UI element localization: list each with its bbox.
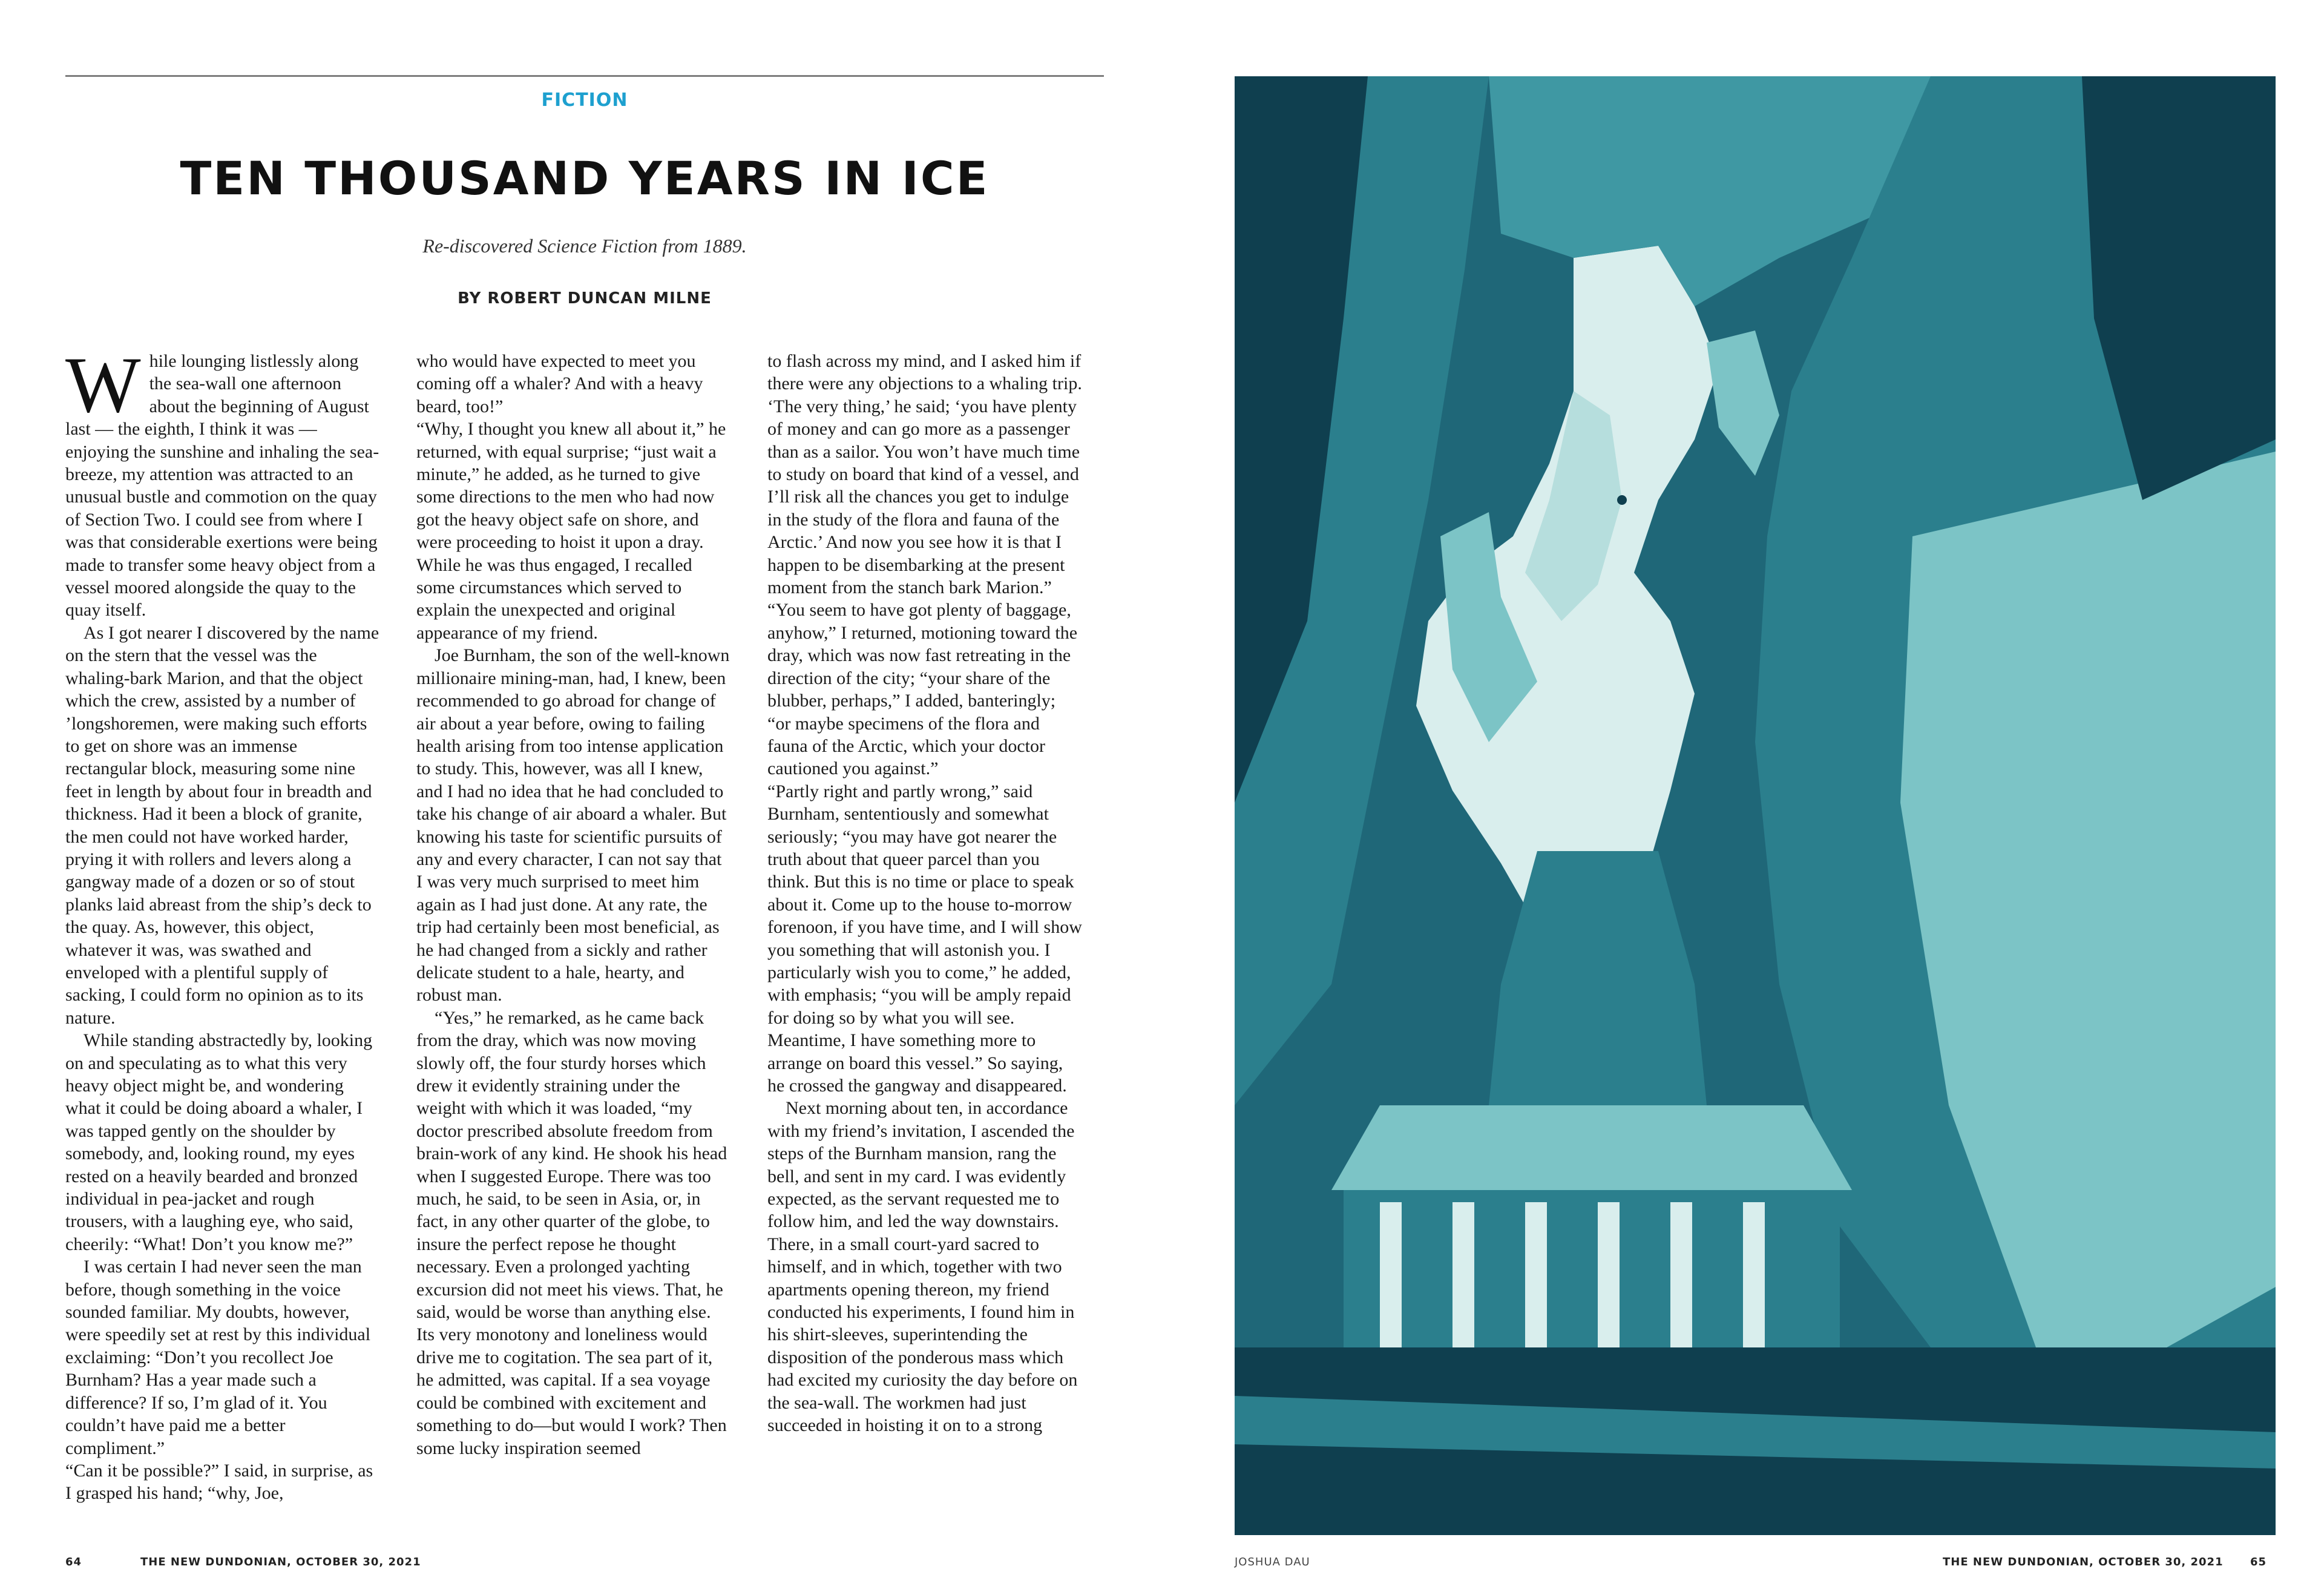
illustration-credit: JOSHUA DAU xyxy=(1235,1556,1310,1568)
paragraph: who would have expected to meet you coming off a whaler? And with a heavy beard, too!” xyxy=(416,351,703,416)
temple-column xyxy=(1598,1202,1620,1360)
temple-column xyxy=(1452,1202,1474,1360)
temple-column xyxy=(1525,1202,1547,1360)
temple-column xyxy=(1670,1202,1692,1360)
body-column-2 xyxy=(416,350,731,1536)
paragraph: “Can it be possible?” I said, in surprise, as I grasped his hand; “why, Joe, xyxy=(65,1460,373,1504)
paragraph: to flash across my mind, and I asked him if there were any objections to a whaling trip. ‘The very thing,’ he said; ‘you have plenty of money and can go more as a passenger than as a sailor. You won’t have much time to study on board that kind of a vessel, and I’ll risk all the chances you get to indulge in the study of the flora and fauna of the Arctic.’ And now you see how it is that I happen to be disembarking at the present moment from the stanch bark Marion.” xyxy=(767,351,1082,598)
temple-column xyxy=(1743,1202,1765,1360)
paragraph: As I got nearer I discovered by the name on the stern that the vessel was the whaling-bark Marion, and that the object which the crew, assisted by a number of ’longshoremen, were making such efforts to get on shore was an immense rectangular block, measuring some nine feet in length by about four in breadth and thickness. Had it been a block of granite, the men could not have worked harder, prying it with rollers and levers along a gangway made of a dozen or so of stout planks laid abreast from the ship’s deck to the quay. As, however, this object, whatever it was, was swathed and enveloped with a plentiful supply of sacking, I could form no opinion as to its nature. xyxy=(65,622,379,1028)
paragraph: “Partly right and partly wrong,” said Burnham, sententiously and somewhat seriously; “you may have got nearer the truth about that queer parcel than you think. But this is no time or place to speak about it. Come up to the house to-morrow forenoon, if you have time, and I will show you something that will astonish you. I particularly wish you to come,” he added, with emphasis; “you will be amply repaid for doing so by what you will see. Meantime, I have something more to arrange on board this vessel.” So saying, he crossed the gangway and disappeared. xyxy=(767,781,1082,1096)
running-footer-right: THE NEW DUNDONIAN, OCTOBER 30, 2021 xyxy=(1943,1556,2224,1568)
paragraph: “Yes,” he remarked, as he came back from the dray, which was now moving slowly off, the four sturdy horses which drew it evidently straining under the weight with which it was loaded, “my doctor prescribed absolute freedom from brain-work of any kind. He shook his head when I suggested Europe. There was too much, he said, to be seen in Asia, or, in fact, in any other quarter of the globe, to insure the perfect repose he thought necessary. Even a prolonged yachting excursion did not meet his views. That, he said, would be worse than anything else. Its very monotony and loneliness would drive me to cogitation. The sea part of it, he admitted, was capital. If a sea voyage could be combined with excitement and something to do—but would I work? Then some lucky inspiration seemed xyxy=(416,1007,727,1458)
body-column-1 xyxy=(65,350,380,1536)
temple-roof xyxy=(1331,1105,1852,1190)
paragraph: hile lounging listlessly along the sea-wall one afternoon about the beginning of August last — the eighth, I think it was — enjoying the sunshine and inhaling the sea-breeze, my attention was attracted to an unusual bustle and commotion on the quay of Section Two. I could see from where I was that considerable exertions were being made to transfer some heavy object from a vessel moored alongside the quay to the quay itself. xyxy=(65,351,379,620)
body-column-3 xyxy=(767,350,1082,1536)
top-rule xyxy=(65,75,1104,77)
page-number-left: 64 xyxy=(65,1556,82,1568)
paragraph: Next morning about ten, in accordance with my friend’s invitation, I ascended the steps of the Burnham mansion, rang the bell, and sent in my card. I was evidently expected, as the servant requested me to follow him, and led the way downstairs. There, in a small court-yard sacred to himself, and in which, together with two apartments opening thereon, my friend conducted his experiments, I found him in his shirt-sleeves, superintending the disposition of the ponderous mass which had excited my curiosity the day before on the sea-wall. The workmen had just succeeded in hoisting it on to a strong xyxy=(767,1098,1078,1436)
paragraph: “Why, I thought you knew all about it,” he returned, with equal surprise; “just wait a minute,” he added, as he turned to give some directions to the men who had now got the heavy object safe on shore, and were proceeding to hoist it upon a dray. xyxy=(416,419,726,553)
article-headline: TEN THOUSAND YEARS IN ICE xyxy=(180,151,990,205)
article-dek: Re-discovered Science Fiction from 1889. xyxy=(422,235,747,257)
section-kicker: FICTION xyxy=(541,90,628,111)
temple-column xyxy=(1380,1202,1402,1360)
flying-figure xyxy=(1617,495,1627,505)
drop-cap: W xyxy=(65,350,141,429)
city-ice-illustration xyxy=(1235,76,2276,1535)
paragraph: I was certain I had never seen the man before, though something in the voice sounded familiar. My doubts, however, were speedily set at rest by this individual exclaiming: “Don’t you recollect Joe Burnham? Has a year made such a difference? If so, I’m glad of it. You couldn’t have paid me a better compliment.” xyxy=(65,1257,371,1458)
page-number-right: 65 xyxy=(2250,1556,2267,1568)
right-page xyxy=(1162,0,2324,1592)
article-byline: BY ROBERT DUNCAN MILNE xyxy=(458,289,712,308)
paragraph: “You seem to have got plenty of baggage, anyhow,” I returned, motioning toward the dray, which was now fast retreating in the direction of the city; “your share of the blubber, perhaps,” I added, banteringly; “or maybe specimens of the flora and fauna of the Arctic, which your doctor cautioned you against.” xyxy=(767,600,1078,779)
paragraph: Joe Burnham, the son of the well-known millionaire mining-man, had, I knew, been recommended to go abroad for change of air about a year before, owing to failing health arising from too intense application to study. This, however, was all I knew, and I had no idea that he had concluded to take his change of air aboard a whaler. But knowing his taste for scientific pursuits of any and every character, I can not say that I was very much surprised to meet him again as I had just done. At any rate, the trip had certainly been most beneficial, as he had changed from a sickly and rather delicate student to a hale, hearty, and robust man. xyxy=(416,645,730,1005)
temple-body xyxy=(1344,1190,1840,1372)
running-footer-left: THE NEW DUNDONIAN, OCTOBER 30, 2021 xyxy=(140,1556,421,1568)
paragraph: While he was thus engaged, I recalled some circumstances which served to explain the unexpected and original appearance of my friend. xyxy=(416,554,692,643)
paragraph: While standing abstractedly by, looking on and speculating as to what this very heavy object might be, and wondering what it could be doing aboard a whaler, I was tapped gently on the shoulder by somebody, and, looking round, my eyes rested on a heavily bearded and bronzed individual in pea-jacket and rough trousers, with a laughing eye, who said, cheerily: “What! Don’t you know me?” xyxy=(65,1030,373,1254)
